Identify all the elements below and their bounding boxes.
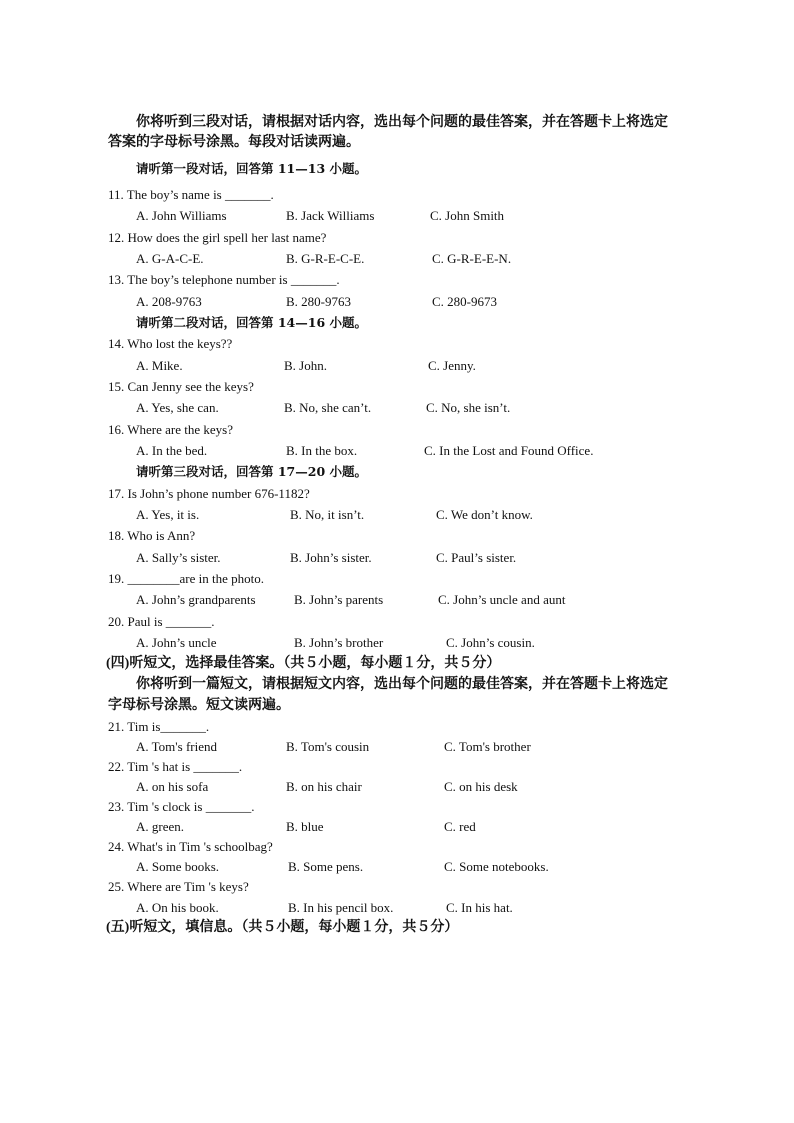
part4-intro-line-1: 你将听到一篇短文，请根据短文内容，选出每个问题的最佳答案，并在答题卡上将选定 — [136, 677, 668, 692]
q16-option-b[interactable]: B. In the box. — [286, 443, 358, 458]
q11-option-a[interactable]: A. John Williams — [136, 208, 227, 223]
q25-option-c[interactable]: C. In his hat. — [446, 900, 513, 915]
q11-option-c[interactable]: C. John Smith — [430, 208, 505, 223]
q25-option-b[interactable]: B. In his pencil box. — [288, 900, 394, 915]
q23-option-b[interactable]: B. blue — [286, 819, 324, 834]
question-16: 16. Where are the keys? — [108, 422, 234, 437]
q12-option-b[interactable]: B. G-R-E-C-E. — [286, 251, 365, 266]
intro-line-2: 答案的字母标号涂黑。每段对话读两遍。 — [108, 135, 360, 150]
q24-option-b[interactable]: B. Some pens. — [288, 859, 364, 874]
q17-option-b[interactable]: B. No, it isn’t. — [290, 507, 365, 522]
q21-option-c[interactable]: C. Tom's brother — [444, 739, 531, 754]
q24-option-c[interactable]: C. Some notebooks. — [444, 859, 549, 874]
q15-option-c[interactable]: C. No, she isn’t. — [426, 400, 511, 415]
q23-option-a[interactable]: A. green. — [136, 819, 185, 834]
q17-option-c[interactable]: C. We don’t know. — [436, 507, 533, 522]
q21-option-a[interactable]: A. Tom's friend — [136, 739, 217, 754]
question-11: 11. The boy’s name is _______. — [108, 187, 274, 202]
q19-option-c[interactable]: C. John’s uncle and aunt — [438, 592, 566, 607]
q11-option-b[interactable]: B. Jack Williams — [286, 208, 375, 223]
question-21: 21. Tim is_______. — [108, 719, 210, 734]
q25-option-a[interactable]: A. On his book. — [136, 900, 219, 915]
q19-option-b[interactable]: B. John’s parents — [294, 592, 384, 607]
part4-title: (四)听短文，选择最佳答案。（共５小题，每小题１分，共５分） — [106, 656, 501, 671]
q18-option-b[interactable]: B. John’s sister. — [290, 550, 372, 565]
q13-option-c[interactable]: C. 280-9673 — [432, 294, 497, 309]
q12-option-a[interactable]: A. G-A-C-E. — [136, 251, 204, 266]
question-12: 12. How does the girl spell her last name? — [108, 230, 327, 245]
q15-option-a[interactable]: A. Yes, she can. — [136, 400, 219, 415]
question-18: 18. Who is Ann? — [108, 528, 196, 543]
part4-intro-line-2: 字母标号涂黑。短文读两遍。 — [108, 698, 290, 713]
q14-option-a[interactable]: A. Mike. — [136, 358, 183, 373]
q13-option-b[interactable]: B. 280-9763 — [286, 294, 351, 309]
question-22: 22. Tim 's hat is _______. — [108, 759, 243, 774]
question-15: 15. Can Jenny see the keys? — [108, 379, 254, 394]
question-17: 17. Is John’s phone number 676-1182? — [108, 486, 310, 501]
q22-option-c[interactable]: C. on his desk — [444, 779, 518, 794]
q14-option-b[interactable]: B. John. — [284, 358, 327, 373]
q24-option-a[interactable]: A. Some books. — [136, 859, 220, 874]
q13-option-a[interactable]: A. 208-9763 — [136, 294, 202, 309]
q16-option-a[interactable]: A. In the bed. — [136, 443, 208, 458]
intro-line-1: 你将听到三段对话，请根据对话内容，选出每个问题的最佳答案，并在答题卡上将选定 — [136, 115, 668, 130]
question-13: 13. The boy’s telephone number is _______. — [108, 272, 340, 287]
q20-option-c[interactable]: C. John’s cousin. — [446, 635, 535, 650]
q22-option-b[interactable]: B. on his chair — [286, 779, 362, 794]
q16-option-c[interactable]: C. In the Lost and Found Office. — [424, 443, 594, 458]
section-heading-3: 请听第三段对话，回答第 17—20 小题。 — [136, 464, 367, 479]
q22-option-a[interactable]: A. on his sofa — [136, 779, 209, 794]
q17-option-a[interactable]: A. Yes, it is. — [136, 507, 200, 522]
q19-option-a[interactable]: A. John’s grandparents — [136, 592, 256, 607]
question-23: 23. Tim 's clock is _______. — [108, 799, 255, 814]
question-20: 20. Paul is _______. — [108, 614, 215, 629]
q15-option-b[interactable]: B. No, she can’t. — [284, 400, 372, 415]
q20-option-b[interactable]: B. John’s brother — [294, 635, 384, 650]
q18-option-c[interactable]: C. Paul’s sister. — [436, 550, 517, 565]
question-24: 24. What's in Tim 's schoolbag? — [108, 839, 273, 854]
q14-option-c[interactable]: C. Jenny. — [428, 358, 476, 373]
q12-option-c[interactable]: C. G-R-E-E-N. — [432, 251, 512, 266]
part5-title: (五)听短文，填信息。（共５小题，每小题１分，共５分） — [106, 920, 459, 935]
question-14: 14. Who lost the keys?? — [108, 336, 233, 351]
question-25: 25. Where are Tim 's keys? — [108, 879, 249, 894]
section-heading-1: 请听第一段对话，回答第 11—13 小题。 — [136, 161, 367, 176]
q20-option-a[interactable]: A. John’s uncle — [136, 635, 217, 650]
section-heading-2: 请听第二段对话，回答第 14—16 小题。 — [136, 315, 367, 330]
q21-option-b[interactable]: B. Tom's cousin — [286, 739, 370, 754]
q23-option-c[interactable]: C. red — [444, 819, 476, 834]
question-19: 19. ________are in the photo. — [108, 571, 264, 586]
q18-option-a[interactable]: A. Sally’s sister. — [136, 550, 221, 565]
